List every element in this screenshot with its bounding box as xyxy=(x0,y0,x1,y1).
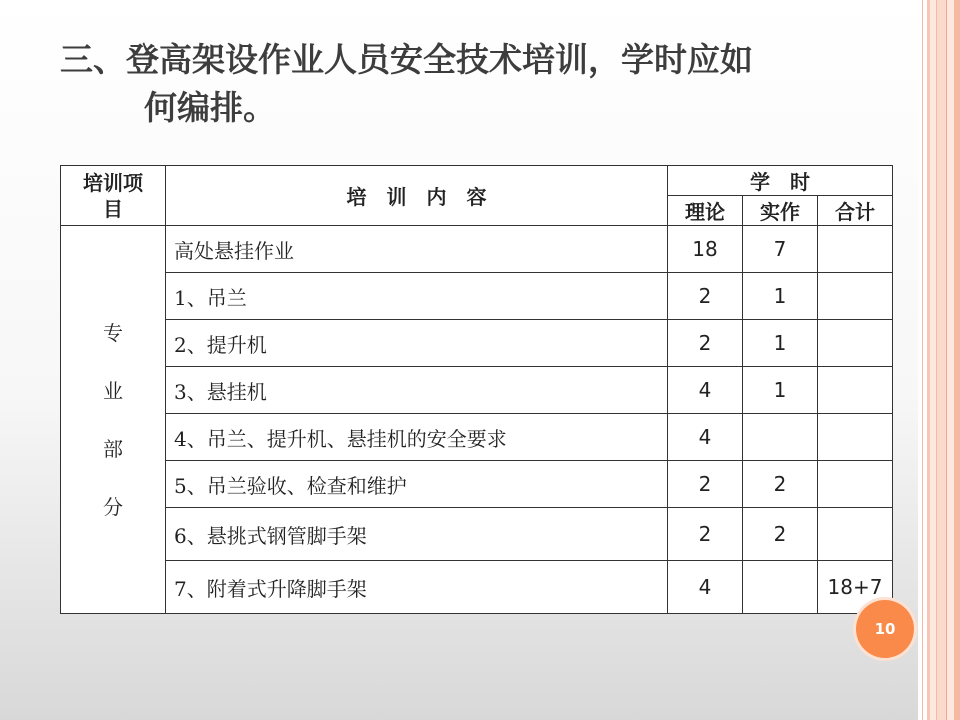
table-row xyxy=(61,367,893,414)
row-practice: 2 xyxy=(743,508,818,561)
table-row xyxy=(61,461,893,508)
row-total xyxy=(818,461,893,508)
row-practice xyxy=(743,561,818,614)
table-row xyxy=(61,414,893,461)
row-total xyxy=(818,367,893,414)
title-line-2: 何编排。 xyxy=(144,88,276,127)
row-content: 1、吊兰 xyxy=(166,273,668,320)
row-content: 5、吊兰验收、检查和维护 xyxy=(166,461,668,508)
row-total: 18+7 xyxy=(818,561,893,614)
row-total xyxy=(818,273,893,320)
row-practice: 1 xyxy=(743,320,818,367)
row-content: 高处悬挂作业 xyxy=(166,226,668,273)
row-content: 4、吊兰、提升机、悬挂机的安全要求 xyxy=(166,414,668,461)
slide-title xyxy=(60,36,840,132)
header-category: 培训项目 xyxy=(61,166,166,226)
header-total: 合计 xyxy=(818,196,893,226)
row-theory: 2 xyxy=(668,320,743,367)
category-char: 分 xyxy=(103,494,123,519)
row-content: 6、悬挑式钢管脚手架 xyxy=(166,508,668,561)
row-theory: 4 xyxy=(668,367,743,414)
row-theory: 2 xyxy=(668,461,743,508)
header-content: 培 训 内 容 xyxy=(166,166,668,226)
table-row xyxy=(61,320,893,367)
row-content: 7、附着式升降脚手架 xyxy=(166,561,668,614)
row-total xyxy=(818,508,893,561)
row-practice: 1 xyxy=(743,367,818,414)
training-hours-table xyxy=(60,165,893,614)
row-practice xyxy=(743,414,818,461)
table-header-row xyxy=(61,166,893,196)
header-hours: 学 时 xyxy=(668,166,893,196)
table-row xyxy=(61,273,893,320)
table-row xyxy=(61,226,893,273)
decorative-side-stripes xyxy=(918,0,960,720)
row-total xyxy=(818,414,893,461)
slide-number-badge: 10 xyxy=(856,600,914,658)
header-practice: 实作 xyxy=(743,196,818,226)
row-practice: 2 xyxy=(743,461,818,508)
category-cell xyxy=(61,226,166,614)
row-practice: 7 xyxy=(743,226,818,273)
row-practice: 1 xyxy=(743,273,818,320)
row-total xyxy=(818,226,893,273)
row-total xyxy=(818,320,893,367)
table-row xyxy=(61,561,893,614)
category-char: 业 xyxy=(103,378,123,403)
row-theory: 4 xyxy=(668,561,743,614)
title-line-1: 三、登高架设作业人员安全技术培训，学时应如 xyxy=(60,40,753,79)
row-theory: 18 xyxy=(668,226,743,273)
row-theory: 2 xyxy=(668,508,743,561)
row-content: 3、悬挂机 xyxy=(166,367,668,414)
table-row xyxy=(61,508,893,561)
category-char: 专 xyxy=(103,320,123,345)
header-theory: 理论 xyxy=(668,196,743,226)
row-theory: 4 xyxy=(668,414,743,461)
row-content: 2、提升机 xyxy=(166,320,668,367)
row-theory: 2 xyxy=(668,273,743,320)
category-char: 部 xyxy=(103,436,123,461)
